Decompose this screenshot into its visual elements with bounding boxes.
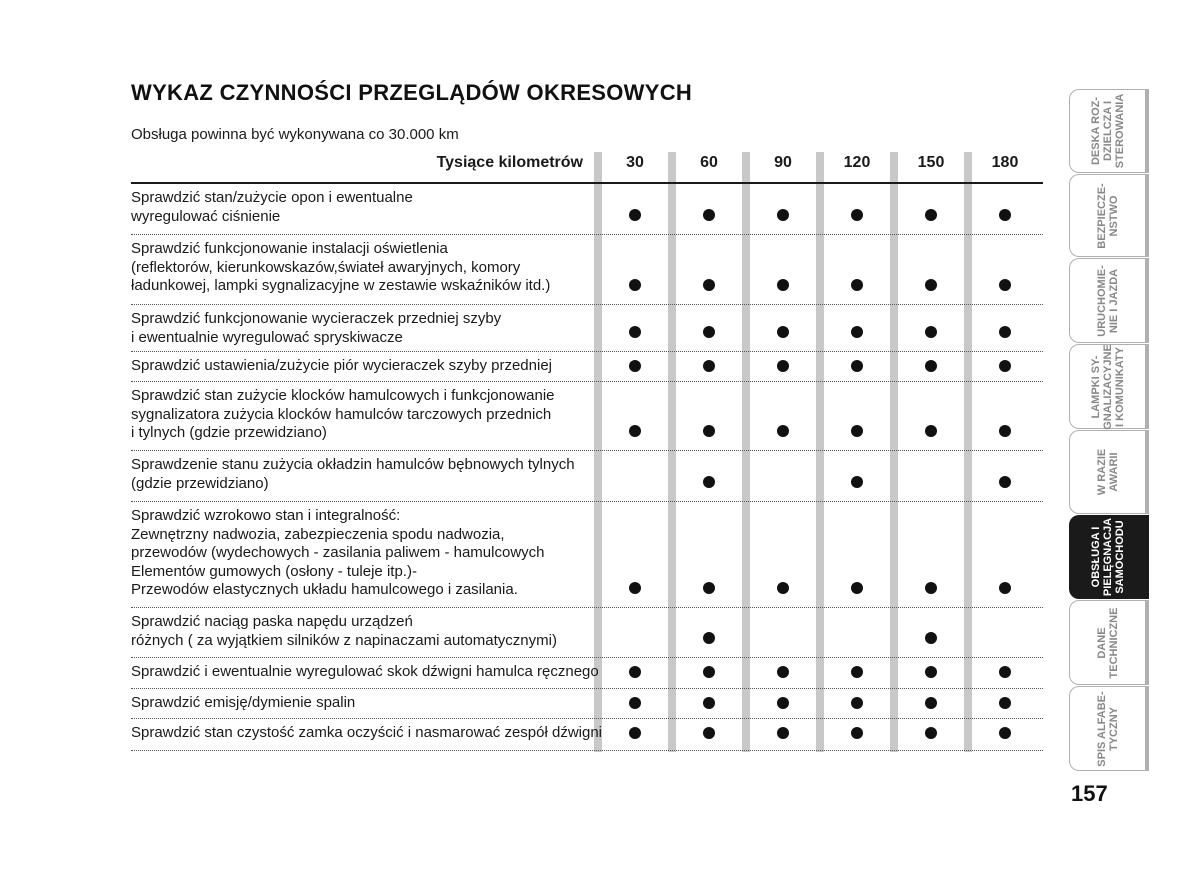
check-dot	[777, 326, 789, 338]
row-text-line: różnych ( za wyjątkiem silników z napinaczami automatycznymi)	[131, 631, 557, 649]
section-tab[interactable]	[1069, 258, 1149, 343]
row-text-line: ładunkowej, lampki sygnalizacyjne w zestawie wskaźników itd.)	[131, 277, 551, 294]
section-tab[interactable]	[1069, 515, 1149, 599]
section-tab-line: NSTWO	[1107, 195, 1120, 236]
section-tab-label	[1090, 344, 1126, 430]
row-description	[131, 456, 593, 493]
check-dot	[777, 360, 789, 372]
check-dot	[703, 360, 715, 372]
section-tab-label	[1096, 607, 1120, 678]
check-dot	[851, 476, 863, 488]
row-text-line: Sprawdzić i ewentualnie wyregulować skok dźwigni hamulca ręcznego	[131, 663, 599, 680]
check-dot	[999, 697, 1011, 709]
check-dot	[777, 666, 789, 678]
table-row	[131, 305, 1043, 352]
row-text-line: wyregulować ciśnienie	[131, 207, 281, 225]
section-tab-line: SAMOCHODU	[1113, 520, 1126, 594]
row-text-line: Sprawdzić naciąg paska napędu urządzeń	[131, 613, 413, 630]
check-dot	[999, 360, 1011, 372]
section-tab-label	[1096, 691, 1120, 766]
check-dot	[925, 326, 937, 338]
row-text-line: Sprawdzić stan zużycie klocków hamulcowych i funkcjonowanie	[131, 387, 555, 404]
check-dot	[703, 425, 715, 437]
section-tab[interactable]	[1069, 174, 1149, 257]
check-dot	[851, 582, 863, 594]
table-row	[131, 451, 1043, 502]
km-header: 90	[774, 154, 792, 171]
check-dot	[703, 632, 715, 644]
check-dot	[851, 697, 863, 709]
row-description	[131, 724, 602, 743]
check-dot	[999, 279, 1011, 291]
check-dot	[777, 697, 789, 709]
check-dot	[629, 326, 641, 338]
check-dot	[777, 425, 789, 437]
row-text-line: Sprawdzić wzrokowo stan i integralność:	[131, 507, 401, 524]
row-text-line: Sprawdzić emisję/dymienie spalin	[131, 694, 356, 711]
check-dot	[703, 326, 715, 338]
row-description	[131, 613, 593, 650]
km-header: 60	[700, 154, 718, 171]
row-text-line: Sprawdzić ustawienia/zużycie piór wycieraczek szyby przedniej	[131, 357, 553, 374]
table-header	[131, 152, 1043, 184]
km-header: 150	[917, 154, 945, 171]
maintenance-table	[131, 152, 1043, 751]
check-dot	[629, 209, 641, 221]
header-label: Tysiące kilometrów	[436, 154, 583, 171]
section-tab[interactable]	[1069, 430, 1149, 514]
section-tab[interactable]	[1069, 89, 1149, 173]
section-tab[interactable]	[1069, 344, 1149, 429]
km-header: 120	[843, 154, 871, 171]
section-tab-line: AWARII	[1107, 452, 1120, 492]
check-dot	[925, 279, 937, 291]
section-tab-label	[1096, 183, 1120, 248]
section-tab-line: DANE	[1095, 626, 1108, 659]
section-tab-line: SPIS ALFABE-	[1095, 690, 1108, 767]
row-description	[131, 507, 593, 600]
check-dot	[925, 360, 937, 372]
row-text-line: Sprawdzić stan/zużycie opon i ewentualne	[131, 189, 413, 206]
row-description	[131, 189, 593, 226]
section-tab-line: TECHNICZNE	[1107, 607, 1120, 678]
row-text-line: Elementów gumowych (osłony - tuleje itp.)-	[131, 562, 417, 580]
table-row	[131, 502, 1043, 608]
page-title: WYKAZ CZYNNOŚCI PRZEGLĄDÓW OKRESOWYCH	[131, 80, 693, 105]
table-row	[131, 689, 1043, 719]
check-dot	[629, 425, 641, 437]
check-dot	[999, 326, 1011, 338]
section-tab-label	[1090, 94, 1126, 169]
table-row	[131, 235, 1043, 305]
check-dot	[925, 727, 937, 739]
check-dot	[999, 209, 1011, 221]
km-header: 180	[991, 154, 1019, 171]
check-dot	[925, 425, 937, 437]
check-dot	[629, 727, 641, 739]
section-tab-line: NIE I JAZDA	[1107, 268, 1120, 333]
section-tab[interactable]	[1069, 686, 1149, 771]
section-tab-line: DZIELCZA I	[1101, 100, 1114, 162]
section-tab-label	[1096, 265, 1120, 337]
row-text-line: i ewentualnie wyregulować spryskiwacze	[131, 328, 403, 346]
row-text-line: przewodów (wydechowych - zasilania paliwem - hamulcowych	[131, 544, 545, 561]
section-tab-line: PIELĘGNACJA	[1101, 517, 1114, 597]
check-dot	[703, 279, 715, 291]
check-dot	[851, 666, 863, 678]
section-tab-line: I KOMUNIKATY	[1113, 346, 1126, 427]
row-text-line: sygnalizatora zużycia klocków hamulców tarczowych przednich	[131, 405, 552, 423]
section-tab-line: TYCZNY	[1107, 706, 1120, 751]
table-row	[131, 352, 1043, 382]
row-text-line: Przewodów elastycznych układu hamulcowego i zasilania.	[131, 581, 518, 598]
row-text-line: Zewnętrzny nadwozia, zabezpieczenia spodu nadwozia,	[131, 525, 505, 543]
check-dot	[999, 582, 1011, 594]
check-dot	[703, 666, 715, 678]
check-dot	[703, 476, 715, 488]
section-tab-line: OBSŁUGA I	[1089, 526, 1102, 588]
check-dot	[629, 279, 641, 291]
section-tab-line: GNALIZACYJNE	[1101, 343, 1114, 430]
row-description	[131, 694, 593, 713]
page-subtitle: Obsługa powinna być wykonywana co 30.000 km	[131, 126, 459, 143]
row-text-line: Sprawdzenie stanu zużycia okładzin hamulców bębnowych tylnych	[131, 456, 575, 473]
table-row	[131, 382, 1043, 451]
row-description	[131, 357, 593, 376]
row-text-line: Sprawdzić funkcjonowanie instalacji oświetlenia	[131, 240, 448, 257]
section-tab[interactable]	[1069, 600, 1149, 685]
check-dot	[925, 632, 937, 644]
km-header: 30	[626, 154, 644, 171]
table-row	[131, 719, 1043, 751]
table-body	[131, 184, 1043, 751]
section-tab-line: BEZPIECZE-	[1095, 182, 1108, 249]
check-dot	[925, 209, 937, 221]
check-dot	[777, 209, 789, 221]
row-text-line: (reflektorów, kierunkowskazów,świateł awaryjnych, komory	[131, 258, 521, 276]
check-dot	[999, 476, 1011, 488]
check-dot	[629, 666, 641, 678]
row-description	[131, 310, 593, 347]
check-dot	[925, 697, 937, 709]
section-tab-line: DESKA ROZ-	[1089, 96, 1102, 166]
check-dot	[851, 209, 863, 221]
check-dot	[851, 326, 863, 338]
check-dot	[925, 666, 937, 678]
table-row	[131, 658, 1043, 689]
section-tab-label	[1096, 449, 1120, 495]
check-dot	[629, 360, 641, 372]
check-dot	[925, 582, 937, 594]
table-row	[131, 184, 1043, 235]
table-row	[131, 608, 1043, 658]
row-text-line: i tylnych (gdzie przewidziano)	[131, 424, 327, 441]
row-description	[131, 663, 599, 682]
section-tab-line: URUCHOMIE-	[1095, 264, 1108, 337]
check-dot	[851, 279, 863, 291]
check-dot	[703, 209, 715, 221]
check-dot	[851, 727, 863, 739]
check-dot	[777, 582, 789, 594]
check-dot	[999, 425, 1011, 437]
check-dot	[703, 697, 715, 709]
section-tab-line: STEROWANIA	[1113, 93, 1126, 169]
section-tab-line: W RAZIE	[1095, 448, 1108, 496]
row-text-line: Sprawdzić funkcjonowanie wycieraczek przedniej szyby	[131, 310, 502, 327]
check-dot	[777, 727, 789, 739]
row-text-line: (gdzie przewidziano)	[131, 474, 269, 492]
section-tab-label	[1090, 518, 1126, 596]
check-dot	[999, 666, 1011, 678]
check-dot	[629, 582, 641, 594]
check-dot	[629, 697, 641, 709]
row-description	[131, 240, 593, 296]
check-dot	[703, 582, 715, 594]
row-description	[131, 387, 593, 443]
check-dot	[851, 425, 863, 437]
section-tab-line: LAMPKI SY-	[1089, 355, 1102, 418]
check-dot	[703, 727, 715, 739]
check-dot	[999, 727, 1011, 739]
check-dot	[851, 360, 863, 372]
page-number: 157	[1071, 781, 1108, 806]
row-text-line: Sprawdzić stan czystość zamka oczyścić i nasmarować zespół dźwigni	[131, 724, 602, 741]
check-dot	[777, 279, 789, 291]
